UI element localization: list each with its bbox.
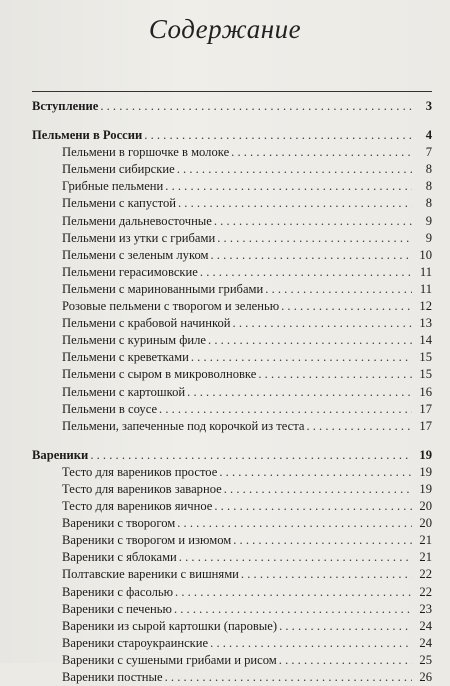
toc-entry	[32, 247, 432, 264]
dot-leader	[179, 549, 412, 566]
entry-page-number: 12	[419, 299, 432, 314]
dot-leader	[177, 161, 412, 178]
toc-entry	[32, 601, 432, 618]
entry-page-number: 22	[419, 584, 432, 599]
entry-page-number: 19	[419, 464, 432, 479]
entry-page-number: 19	[419, 447, 432, 462]
toc-entry	[32, 418, 432, 435]
entry-title: Пельмени в России	[32, 128, 143, 143]
entry-page-number: 8	[425, 179, 432, 194]
dot-leader	[90, 447, 412, 464]
toc-entry	[32, 584, 432, 601]
entry-title: Пельмени с крабовой начинкой	[62, 316, 231, 331]
entry-title: Розовые пельмени с творогом и зеленью	[62, 299, 280, 314]
dot-leader	[191, 349, 412, 366]
dot-leader	[224, 481, 412, 498]
entry-page-number: 25	[419, 652, 432, 667]
dot-leader	[258, 366, 412, 383]
entry-page-number: 15	[419, 350, 432, 365]
dot-leader	[219, 464, 412, 481]
entry-title: Пельмени в горшочке в молоке	[62, 145, 230, 160]
entry-title: Вареники с сушеными грибами и рисом	[62, 652, 277, 667]
dot-leader	[177, 515, 412, 532]
toc-entry	[32, 161, 432, 178]
dot-leader	[178, 195, 412, 212]
dot-leader	[174, 601, 412, 618]
toc-entry	[32, 281, 432, 298]
entry-page-number: 17	[419, 418, 432, 433]
entry-page-number: 9	[425, 230, 432, 245]
entry-title: Тесто для вареников простое	[62, 464, 218, 479]
toc-entry	[32, 366, 432, 383]
entry-title: Вареники из сырой картошки (паровые)	[62, 618, 278, 633]
entry-page-number: 3	[425, 99, 432, 113]
entry-page-number: 16	[419, 384, 432, 399]
dot-leader	[281, 298, 412, 315]
section-heading	[32, 127, 432, 144]
entry-page-number: 15	[419, 367, 432, 382]
table-of-contents	[32, 98, 432, 686]
dot-leader	[241, 566, 412, 583]
dot-leader	[208, 332, 412, 349]
toc-entry	[32, 635, 432, 652]
toc-entry	[32, 315, 432, 332]
entry-page-number: 20	[419, 499, 432, 514]
entry-title: Пельмени из утки с грибами	[62, 230, 216, 245]
dot-leader	[210, 635, 412, 652]
title-underline	[32, 91, 432, 92]
toc-entry	[32, 566, 432, 583]
entry-page-number: 11	[419, 264, 432, 279]
toc-entry	[32, 669, 432, 686]
section-gap	[32, 115, 432, 127]
dot-leader	[265, 281, 412, 298]
dot-leader	[165, 178, 412, 195]
dot-leader	[165, 669, 412, 686]
toc-entry	[32, 332, 432, 349]
toc-entry	[32, 652, 432, 669]
entry-title: Вступление	[32, 99, 99, 113]
dot-leader	[306, 418, 412, 435]
toc-entry	[32, 384, 432, 401]
entry-title: Вареники с творогом	[62, 516, 176, 531]
section-heading	[32, 98, 432, 115]
dot-leader	[175, 584, 412, 601]
dot-leader	[144, 127, 412, 144]
entry-title: Тесто для вареников заварное	[62, 481, 222, 496]
entry-page-number: 26	[419, 670, 432, 684]
entry-page-number: 21	[419, 533, 432, 548]
entry-page-number: 22	[419, 567, 432, 582]
toc-entry	[32, 515, 432, 532]
dot-leader	[187, 384, 412, 401]
entry-page-number: 19	[419, 481, 432, 496]
toc-entry	[32, 549, 432, 566]
entry-title: Вареники с печенью	[62, 601, 172, 616]
entry-title: Пельмени с креветками	[62, 350, 189, 365]
toc-entry	[32, 532, 432, 549]
entry-title: Вареники с яблоками	[62, 550, 177, 565]
entry-title: Пельмени с зеленым луком	[62, 247, 209, 262]
toc-entry	[32, 230, 432, 247]
toc-entry	[32, 401, 432, 418]
dot-leader	[217, 230, 412, 247]
entry-title: Вареники староукраинские	[62, 635, 209, 650]
dot-leader	[231, 144, 412, 161]
entry-page-number: 23	[419, 601, 432, 616]
dot-leader	[233, 315, 412, 332]
dot-leader	[159, 401, 412, 418]
entry-title: Пельмени дальневосточные	[62, 213, 212, 228]
entry-title: Пельмени с капустой	[62, 196, 176, 211]
entry-page-number: 9	[425, 213, 432, 228]
entry-page-number: 21	[419, 550, 432, 565]
entry-page-number: 20	[419, 516, 432, 531]
entry-title: Пельмени в соусе	[62, 401, 158, 416]
entry-title: Тесто для вареников яичное	[62, 499, 213, 514]
toc-entry	[32, 464, 432, 481]
entry-title: Вареники с фасолью	[62, 584, 174, 599]
entry-title: Вареники с творогом и изюмом	[62, 533, 232, 548]
toc-entry	[32, 178, 432, 195]
toc-entry	[32, 618, 432, 635]
entry-page-number: 14	[419, 333, 432, 348]
entry-page-number: 13	[419, 316, 432, 331]
dot-leader	[200, 264, 412, 281]
entry-page-number: 8	[425, 196, 432, 211]
entry-title: Пельмени герасимовские	[62, 264, 198, 279]
entry-page-number: 10	[419, 247, 432, 262]
dot-leader	[210, 247, 412, 264]
entry-page-number: 24	[419, 635, 432, 650]
entry-title: Пельмени с картошкой	[62, 384, 186, 399]
entry-title: Пельмени с сыром в микроволновке	[62, 367, 257, 382]
entry-title: Пельмени сибирские	[62, 162, 175, 177]
entry-title: Грибные пельмени	[62, 179, 164, 194]
dot-leader	[279, 618, 412, 635]
dot-leader	[100, 98, 412, 115]
entry-page-number: 7	[425, 145, 432, 160]
entry-title: Вареники	[32, 447, 89, 462]
toc-entry	[32, 298, 432, 315]
dot-leader	[214, 498, 412, 515]
entry-title: Полтавские вареники с вишнями	[62, 567, 239, 582]
dot-leader	[233, 532, 412, 549]
toc-entry	[32, 349, 432, 366]
entry-page-number: 11	[419, 281, 432, 296]
toc-entry	[32, 213, 432, 230]
toc-entry	[32, 264, 432, 281]
page-title: Содержание	[148, 14, 302, 44]
toc-entry	[32, 195, 432, 212]
toc-entry	[32, 144, 432, 161]
section-heading	[32, 447, 432, 464]
entry-page-number: 8	[425, 162, 432, 177]
dot-leader	[279, 652, 412, 669]
entry-title: Пельмени с маринованными грибами	[62, 281, 264, 296]
entry-title: Пельмени с куриным филе	[62, 333, 207, 348]
entry-page-number: 4	[425, 128, 432, 143]
entry-page-number: 17	[419, 401, 432, 416]
entry-page-number: 24	[419, 618, 432, 633]
dot-leader	[214, 213, 412, 230]
toc-entry	[32, 481, 432, 498]
toc-entry	[32, 498, 432, 515]
entry-title: Вареники постные	[62, 670, 163, 684]
section-gap	[32, 435, 432, 447]
entry-title: Пельмени, запеченные под корочкой из теста	[62, 418, 305, 433]
